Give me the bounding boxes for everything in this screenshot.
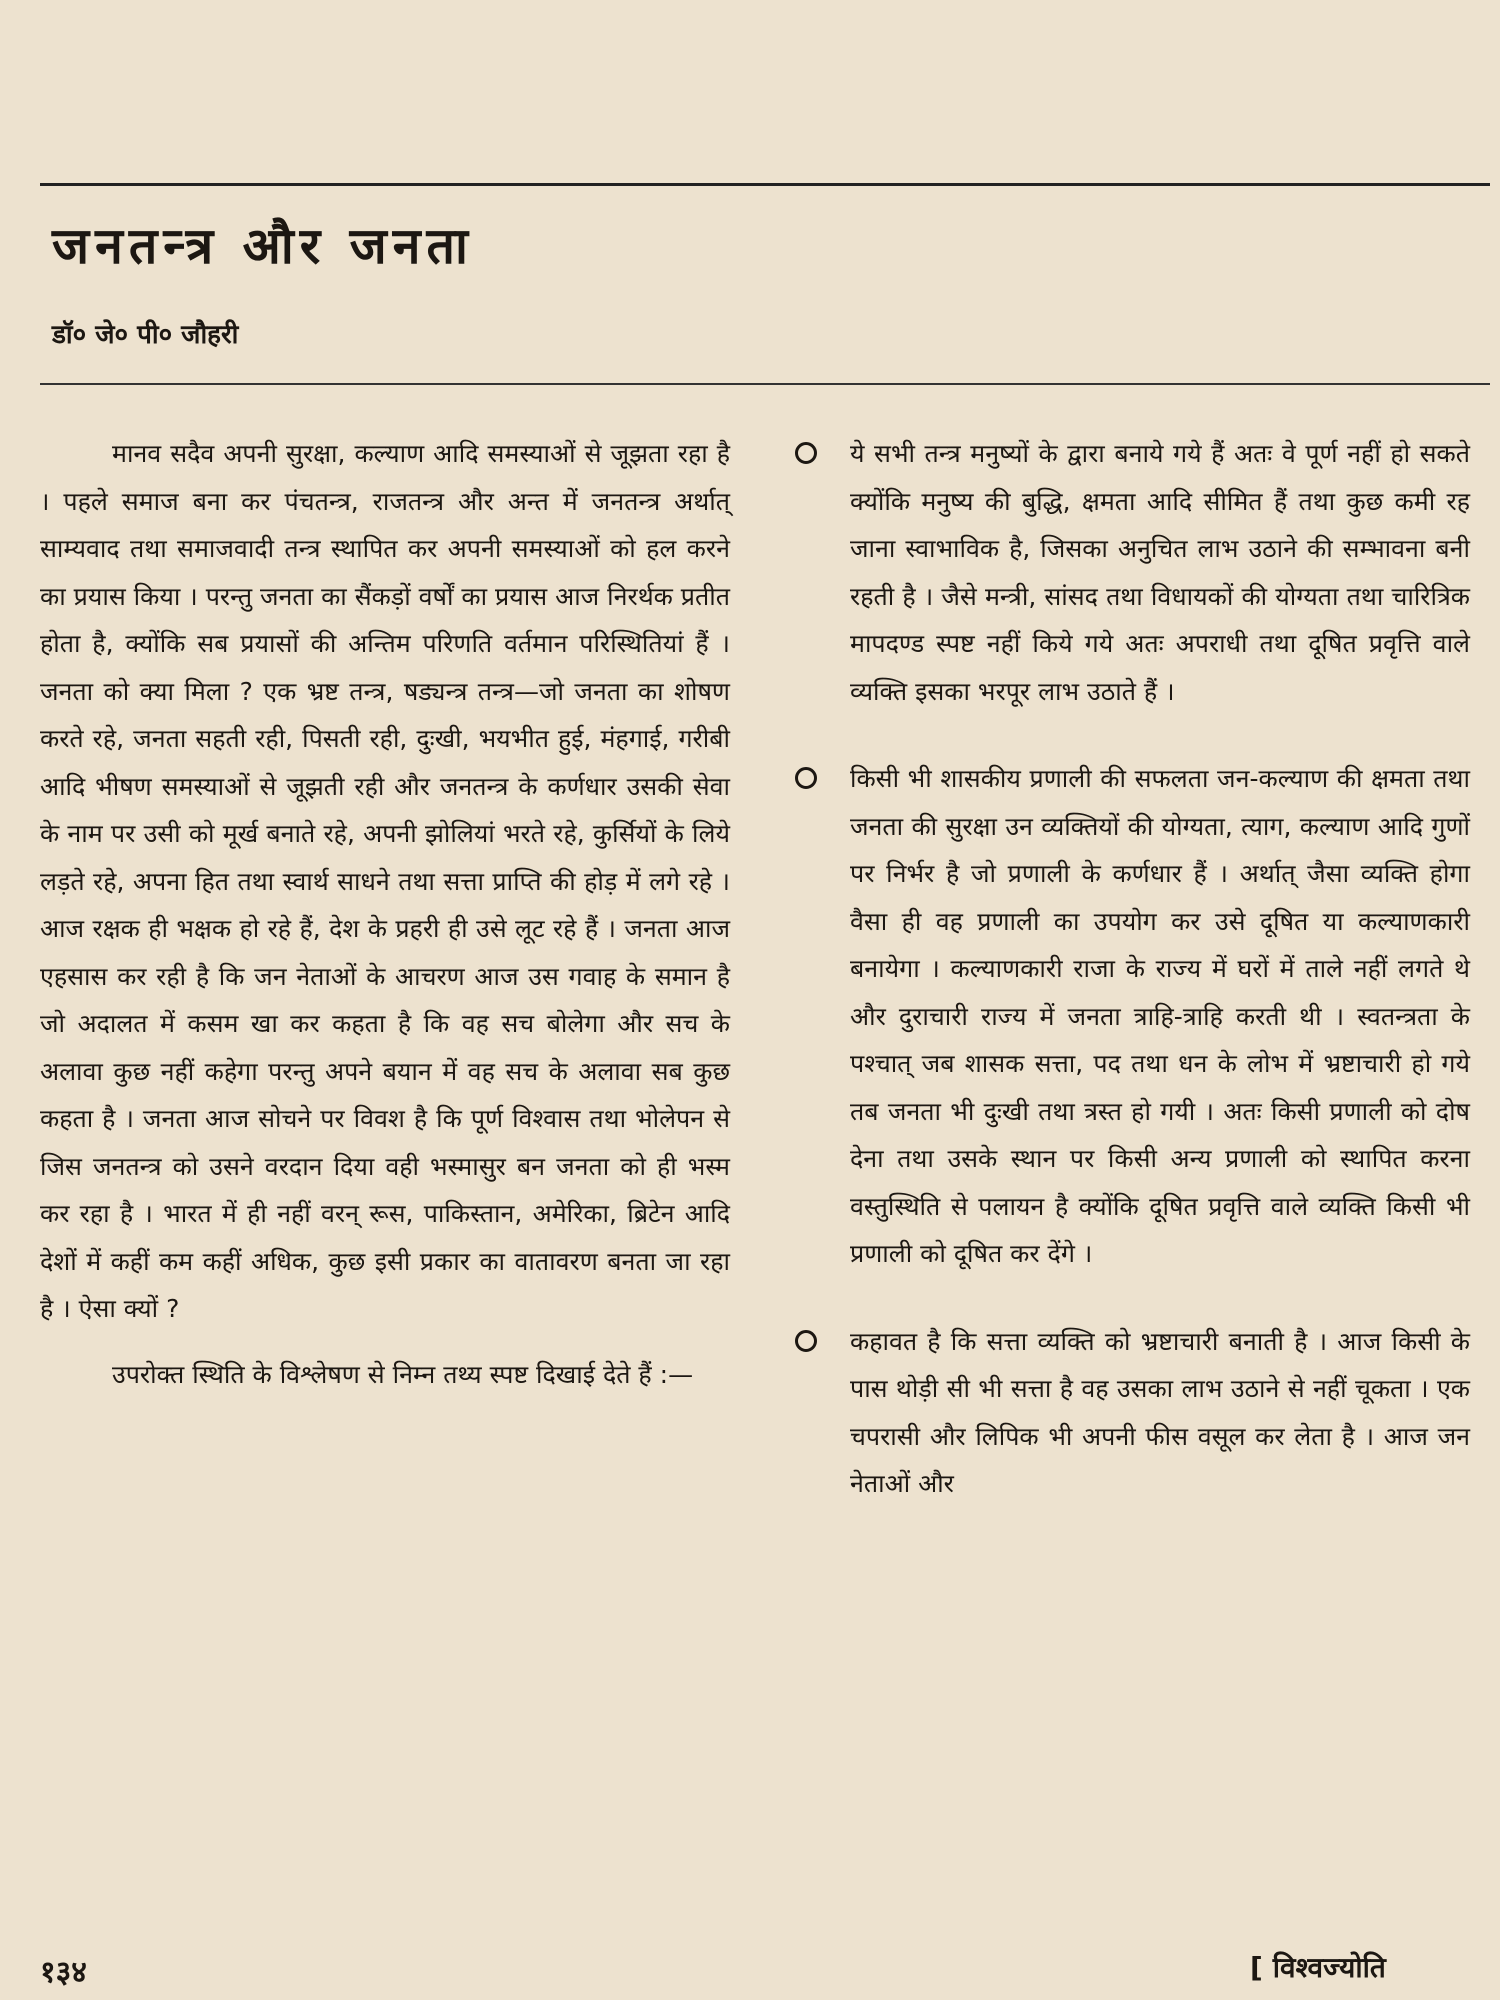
header-rule <box>40 383 1490 385</box>
top-rule <box>40 183 1490 186</box>
circle-bullet-icon <box>795 442 817 464</box>
journal-bracket: [ <box>1250 1951 1263 1984</box>
article-author: डॉ० जे० पी० जौहरी <box>52 320 239 350</box>
list-item <box>785 755 1470 1278</box>
body-paragraph: मानव सदैव अपनी सुरक्षा, कल्याण आदि समस्याओं से जूझता रहा है । पहले समाज बना कर पंचतन्त्र, राजतन्त्र और अन्त में जनतन्त्र अर्थात् साम्यवाद तथा समाजवादी तन्त्र स्थापित कर अपनी समस्याओं को हल करने का प्रयास किया । परन्तु जनता का सैंकड़ों वर्षों का प्रयास आज निरर्थक प्रतीत होता है, क्योंकि सब प्रयासों की अन्तिम परिणति वर्तमान परिस्थितियां हैं । जनता को क्या मिला ? एक भ्रष्ट तन्त्र, षड्यन्त्र तन्त्र—जो जनता का शोषण करते रहे, जनता सहती रही, पिसती रही, दुःखी, भयभीत हुई, मंहगाई, गरीबी आदि भीषण समस्याओं से जूझती रही और जनतन्त्र के कर्णधार उसकी सेवा के नाम पर उसी को मूर्ख बनाते रहे, अपनी झोलियां भरते रहे, कुर्सियों के लिये लड़ते रहे, अपना हित तथा स्वार्थ साधने तथा सत्ता प्राप्ति की होड़ में लगे रहे । आज रक्षक ही भक्षक हो रहे हैं, देश के प्रहरी ही उसे लूट रहे हैं । जनता आज एहसास कर रही है कि जन नेताओं के आचरण आज उस गवाह के समान है जो अदालत में कसम खा कर कहता है कि वह सच बोलेगा और सच के अलावा कुछ नहीं कहेगा परन्तु अपने बयान में वह सच के अलावा सब कुछ कहता है । जनता आज सोचने पर विवश है कि पूर्ण विश्वास तथा भोलेपन से जिस जनतन्त्र को उसने वरदान दिया वही भस्मासुर बन जनता को ही भस्म कर रहा है । भारत में ही नहीं वरन् रूस, पाकिस्तान, अमेरिका, ब्रिटेन आदि देशों में कहीं कम कहीं अधिक, कुछ इसी प्रकार का वातावरण बनता जा रहा है । ऐसा क्यों ? <box>40 439 731 1323</box>
left-column <box>40 430 730 1398</box>
right-column <box>785 430 1470 1508</box>
list-item <box>785 1318 1470 1508</box>
journal-name-footer <box>1250 1948 1386 1986</box>
circle-bullet-icon <box>795 1330 817 1352</box>
article-title: जनतन्त्र और जनता <box>52 217 474 275</box>
page-number: १३४ <box>40 1955 87 1990</box>
list-item-text: कहावत है कि सत्ता व्यक्ति को भ्रष्टाचारी बनाती है । आज किसी के पास थोड़ी सी भी सत्ता है वह उसका लाभ उठाने से नहीं चूकता । एक चपरासी और लिपिक भी अपनी फीस वसूल कर लेता है । आज जन नेताओं और <box>850 1326 1470 1498</box>
list-item <box>785 430 1470 715</box>
circle-bullet-icon <box>795 767 817 789</box>
body-paragraph: उपरोक्त स्थिति के विश्लेषण से निम्न तथ्य स्पष्ट दिखाई देते हैं :— <box>112 1359 694 1389</box>
journal-name: विश्वज्योति <box>1272 1951 1386 1984</box>
list-item-text: ये सभी तन्त्र मनुष्यों के द्वारा बनाये गये हैं अतः वे पूर्ण नहीं हो सकते क्योंकि मनुष्य की बुद्धि, क्षमता आदि सीमित हैं तथा कुछ कमी रह जाना स्वाभाविक है, जिसका अनुचित लाभ उठाने की सम्भावना बनी रहती है । जैसे मन्त्री, सांसद तथा विधायकों की योग्यता तथा चारित्रिक मापदण्ड स्पष्ट नहीं किये गये अतः अपराधी तथा दूषित प्रवृत्ति वाले व्यक्ति इसका भरपूर लाभ उठाते हैं । <box>850 439 1470 706</box>
list-item-text: किसी भी शासकीय प्रणाली की सफलता जन-कल्याण की क्षमता तथा जनता की सुरक्षा उन व्यक्तियों की योग्यता, त्याग, कल्याण आदि गुणों पर निर्भर है जो प्रणाली के कर्णधार हैं । अर्थात् जैसा व्यक्ति होगा वैसा ही वह प्रणाली का उपयोग कर उसे दूषित या कल्याणकारी बनायेगा । कल्याणकारी राजा के राज्य में घरों में ताले नहीं लगते थे और दुराचारी राज्य में जनता त्राहि-त्राहि करती थी । स्वतन्त्रता के पश्चात् जब शासक सत्ता, पद तथा धन के लोभ में भ्रष्टाचारी हो गये तब जनता भी दुःखी तथा त्रस्त हो गयी । अतः किसी प्रणाली को दोष देना तथा उसके स्थान पर किसी अन्य प्रणाली को स्थापित करना वस्तुस्थिति से पलायन है क्योंकि दूषित प्रवृत्ति वाले व्यक्ति किसी भी प्रणाली को दूषित कर देंगे । <box>850 764 1470 1268</box>
